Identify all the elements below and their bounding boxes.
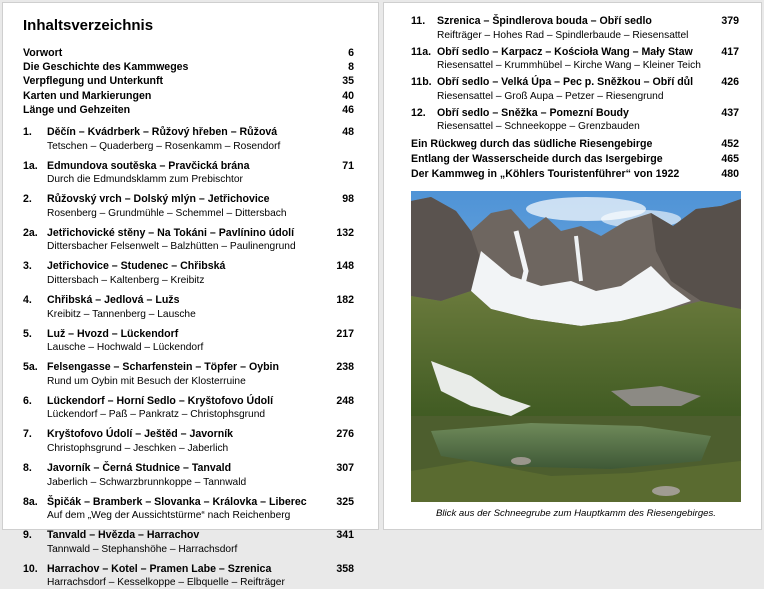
entry-title: Chřibská – Jedlová – Lužs [47, 293, 180, 306]
entry-title: Szrenica – Špindlerova bouda – Obří sedlo [437, 15, 652, 27]
appendix-page: 452 [721, 138, 739, 151]
entry-page: 132 [336, 226, 354, 239]
entry-subtitle: Harrachsdorf – Kesselkoppe – Elbquelle – Reifträger [47, 577, 285, 589]
entry-number: 1a. [23, 159, 38, 172]
entry-page: 437 [721, 106, 739, 119]
entry-page: 248 [336, 394, 354, 407]
intro-item[interactable] [23, 89, 354, 103]
entry-page: 217 [336, 327, 354, 340]
entry-number: 4. [23, 293, 32, 306]
entry-number: 11. [411, 15, 426, 27]
entry-title: Kryštofovo Údolí – Ještěd – Javorník [47, 428, 234, 441]
route-list [23, 126, 354, 589]
intro-label: Verpflegung und Unterkunft [23, 75, 164, 88]
appendix-list [411, 137, 739, 182]
entry-subtitle: Riesensattel – Krummhübel – Kirche Wang – Kleiner Teich [437, 60, 701, 72]
entry-subtitle: Riesensattel – Groß Aupa – Petzer – Riesengrund [437, 90, 664, 102]
entry-number: 2. [23, 193, 32, 206]
entry-page: 379 [721, 15, 739, 27]
toc-entry[interactable] [411, 76, 739, 103]
entry-number: 5a. [23, 361, 38, 374]
entry-page: 182 [336, 293, 354, 306]
entry-subtitle: Reifträger – Hohes Rad – Spindlerbaude – Riesensattel [437, 29, 689, 41]
appendix-label: Der Kammweg in „Köhlers Touristenführer“ von 1922 [411, 168, 680, 181]
entry-title: Děčín – Kvádrberk – Růžový hřeben – Růžová [47, 126, 278, 139]
mountain-lake-photo [411, 191, 741, 502]
entry-page: 276 [336, 428, 354, 441]
entry-subtitle: Tetschen – Quaderberg – Rosenkamm – Rosendorf [47, 140, 281, 152]
entry-number: 11a. [411, 45, 432, 58]
entry-title: Lückendorf – Horní Sedlo – Kryštofovo Údolí [47, 394, 274, 407]
entry-subtitle: Kreibitz – Tannenberg – Lausche [47, 308, 196, 320]
entry-page: 307 [336, 461, 354, 474]
intro-label: Karten und Markierungen [23, 89, 152, 102]
toc-entry[interactable] [23, 428, 354, 455]
rock [652, 486, 680, 496]
entry-page: 358 [336, 562, 354, 575]
entry-title: Obří sedlo – Sněžka – Pomezní Boudy [437, 106, 629, 119]
appendix-label: Ein Rückweg durch das südliche Riesengebirge [411, 138, 653, 151]
entry-number: 7. [23, 428, 32, 441]
entry-page: 48 [342, 126, 354, 139]
entry-number: 5. [23, 327, 32, 340]
entry-page: 148 [336, 260, 354, 273]
toc-entry[interactable] [23, 563, 354, 589]
toc-entry[interactable] [23, 529, 354, 556]
entry-title: Tanvald – Hvězda – Harrachov [47, 529, 200, 542]
entry-subtitle: Dittersbacher Felsenwelt – Balzhütten – Paulinengrund [47, 241, 296, 253]
appendix-page: 465 [721, 153, 739, 166]
intro-label: Vorwort [23, 47, 63, 59]
entry-page: 98 [342, 193, 354, 206]
entry-page: 417 [721, 45, 739, 58]
entry-number: 8a. [23, 495, 38, 508]
entry-title: Obří sedlo – Velká Úpa – Pec p. Sněžkou – Obří důl [437, 76, 694, 89]
entry-page: 426 [721, 76, 739, 89]
intro-item[interactable] [23, 60, 354, 74]
right-page [383, 2, 762, 530]
toc-entry[interactable] [23, 462, 354, 489]
entry-page: 341 [336, 529, 354, 542]
entry-subtitle: Lückendorf – Paß – Pankratz – Christophsgrund [47, 409, 266, 421]
entry-number: 12. [411, 106, 426, 119]
entry-subtitle: Tannwald – Stephanshöhe – Harrachsdorf [47, 543, 238, 555]
page-title: Inhaltsverzeichnis [23, 17, 154, 34]
appendix-item[interactable] [411, 152, 739, 167]
entry-number: 10. [23, 562, 38, 575]
entry-number: 3. [23, 260, 32, 273]
entry-page: 71 [342, 159, 354, 172]
entry-number: 6. [23, 394, 32, 407]
intro-item[interactable] [23, 46, 354, 60]
entry-subtitle: Jaberlich – Schwarzbrunnkoppe – Tannwald [47, 476, 247, 488]
intro-page: 35 [342, 75, 354, 88]
mountain-lake-illustration [411, 191, 741, 502]
toc-entry[interactable] [411, 107, 739, 134]
entry-title: Javorník – Černá Studnice – Tanvald [47, 461, 232, 474]
entry-title: Jetřichovické stěny – Na Tokáni – Pavlínino údolí [47, 226, 295, 239]
appendix-page: 480 [721, 168, 739, 181]
entry-title: Harrachov – Kotel – Pramen Labe – Szrenica [47, 562, 272, 575]
photo-caption: Blick aus der Schneegrube zum Hauptkamm des Riesengebirges. [436, 508, 716, 519]
toc-entry[interactable] [23, 160, 354, 187]
entry-number: 8. [23, 461, 32, 474]
intro-label: Die Geschichte des Kammweges [23, 61, 189, 74]
intro-page: 6 [348, 47, 354, 59]
intro-page: 46 [342, 103, 354, 116]
entry-subtitle: Riesensattel – Schneekoppe – Grenzbauden [437, 121, 640, 133]
entry-subtitle: Rund um Oybin mit Besuch der Klosterruine [47, 375, 246, 387]
toc-entry[interactable] [23, 496, 354, 523]
intro-page: 40 [342, 89, 354, 102]
entry-number: 11b. [411, 76, 432, 89]
entry-subtitle: Lausche – Hochwald – Lückendorf [47, 342, 204, 354]
intro-label: Länge und Gehzeiten [23, 103, 131, 116]
toc-entry[interactable] [23, 328, 354, 355]
appendix-item[interactable] [411, 167, 739, 182]
entry-number: 2a. [23, 226, 38, 239]
entry-page: 325 [336, 495, 354, 508]
entry-subtitle: Auf dem „Weg der Aussichtstürme“ nach Reichenberg [47, 510, 291, 522]
toc-entry[interactable] [23, 294, 354, 321]
toc-entry[interactable] [23, 193, 354, 220]
toc-entry[interactable] [23, 361, 354, 388]
route-list-continued [411, 15, 739, 133]
entry-subtitle: Christophsgrund – Jeschken – Jaberlich [47, 442, 229, 454]
appendix-item[interactable] [411, 137, 739, 152]
entry-title: Felsengasse – Scharfenstein – Töpfer – Oybin [47, 361, 279, 374]
entry-number: 9. [23, 529, 32, 542]
left-page [2, 2, 379, 589]
entry-title: Jetřichovice – Studenec – Chřibská [47, 260, 226, 273]
toc-entry[interactable] [411, 46, 739, 73]
entry-title: Špičák – Bramberk – Slovanka – Královka – Liberec [47, 495, 307, 508]
entry-subtitle: Durch die Edmundsklamm zum Prebischtor [47, 174, 243, 186]
intro-list [23, 46, 354, 117]
entry-title: Edmundova soutěska – Pravčická brána [47, 159, 250, 172]
toc-entry[interactable] [23, 227, 354, 254]
entry-subtitle: Dittersbach – Kaltenberg – Kreibitz [47, 274, 205, 286]
appendix-label: Entlang der Wasserscheide durch das Isergebirge [411, 153, 663, 166]
entry-subtitle: Rosenberg – Grundmühle – Schemmel – Dittersbach [47, 207, 287, 219]
entry-title: Růžovský vrch – Dolský mlýn – Jetřichovice [47, 193, 270, 206]
intro-item[interactable] [23, 103, 354, 117]
entry-title: Obří sedlo – Karpacz – Kościoła Wang – Mały Staw [437, 45, 693, 58]
toc-entry[interactable] [23, 260, 354, 287]
intro-page: 8 [348, 61, 354, 74]
toc-entry[interactable] [411, 15, 739, 42]
entry-number: 1. [23, 126, 32, 139]
entry-title: Luž – Hvozd – Lückendorf [47, 327, 179, 340]
intro-item[interactable] [23, 74, 354, 88]
toc-entry[interactable] [23, 126, 354, 153]
toc-entry[interactable] [23, 395, 354, 422]
rock [511, 457, 531, 465]
entry-page: 238 [336, 361, 354, 374]
